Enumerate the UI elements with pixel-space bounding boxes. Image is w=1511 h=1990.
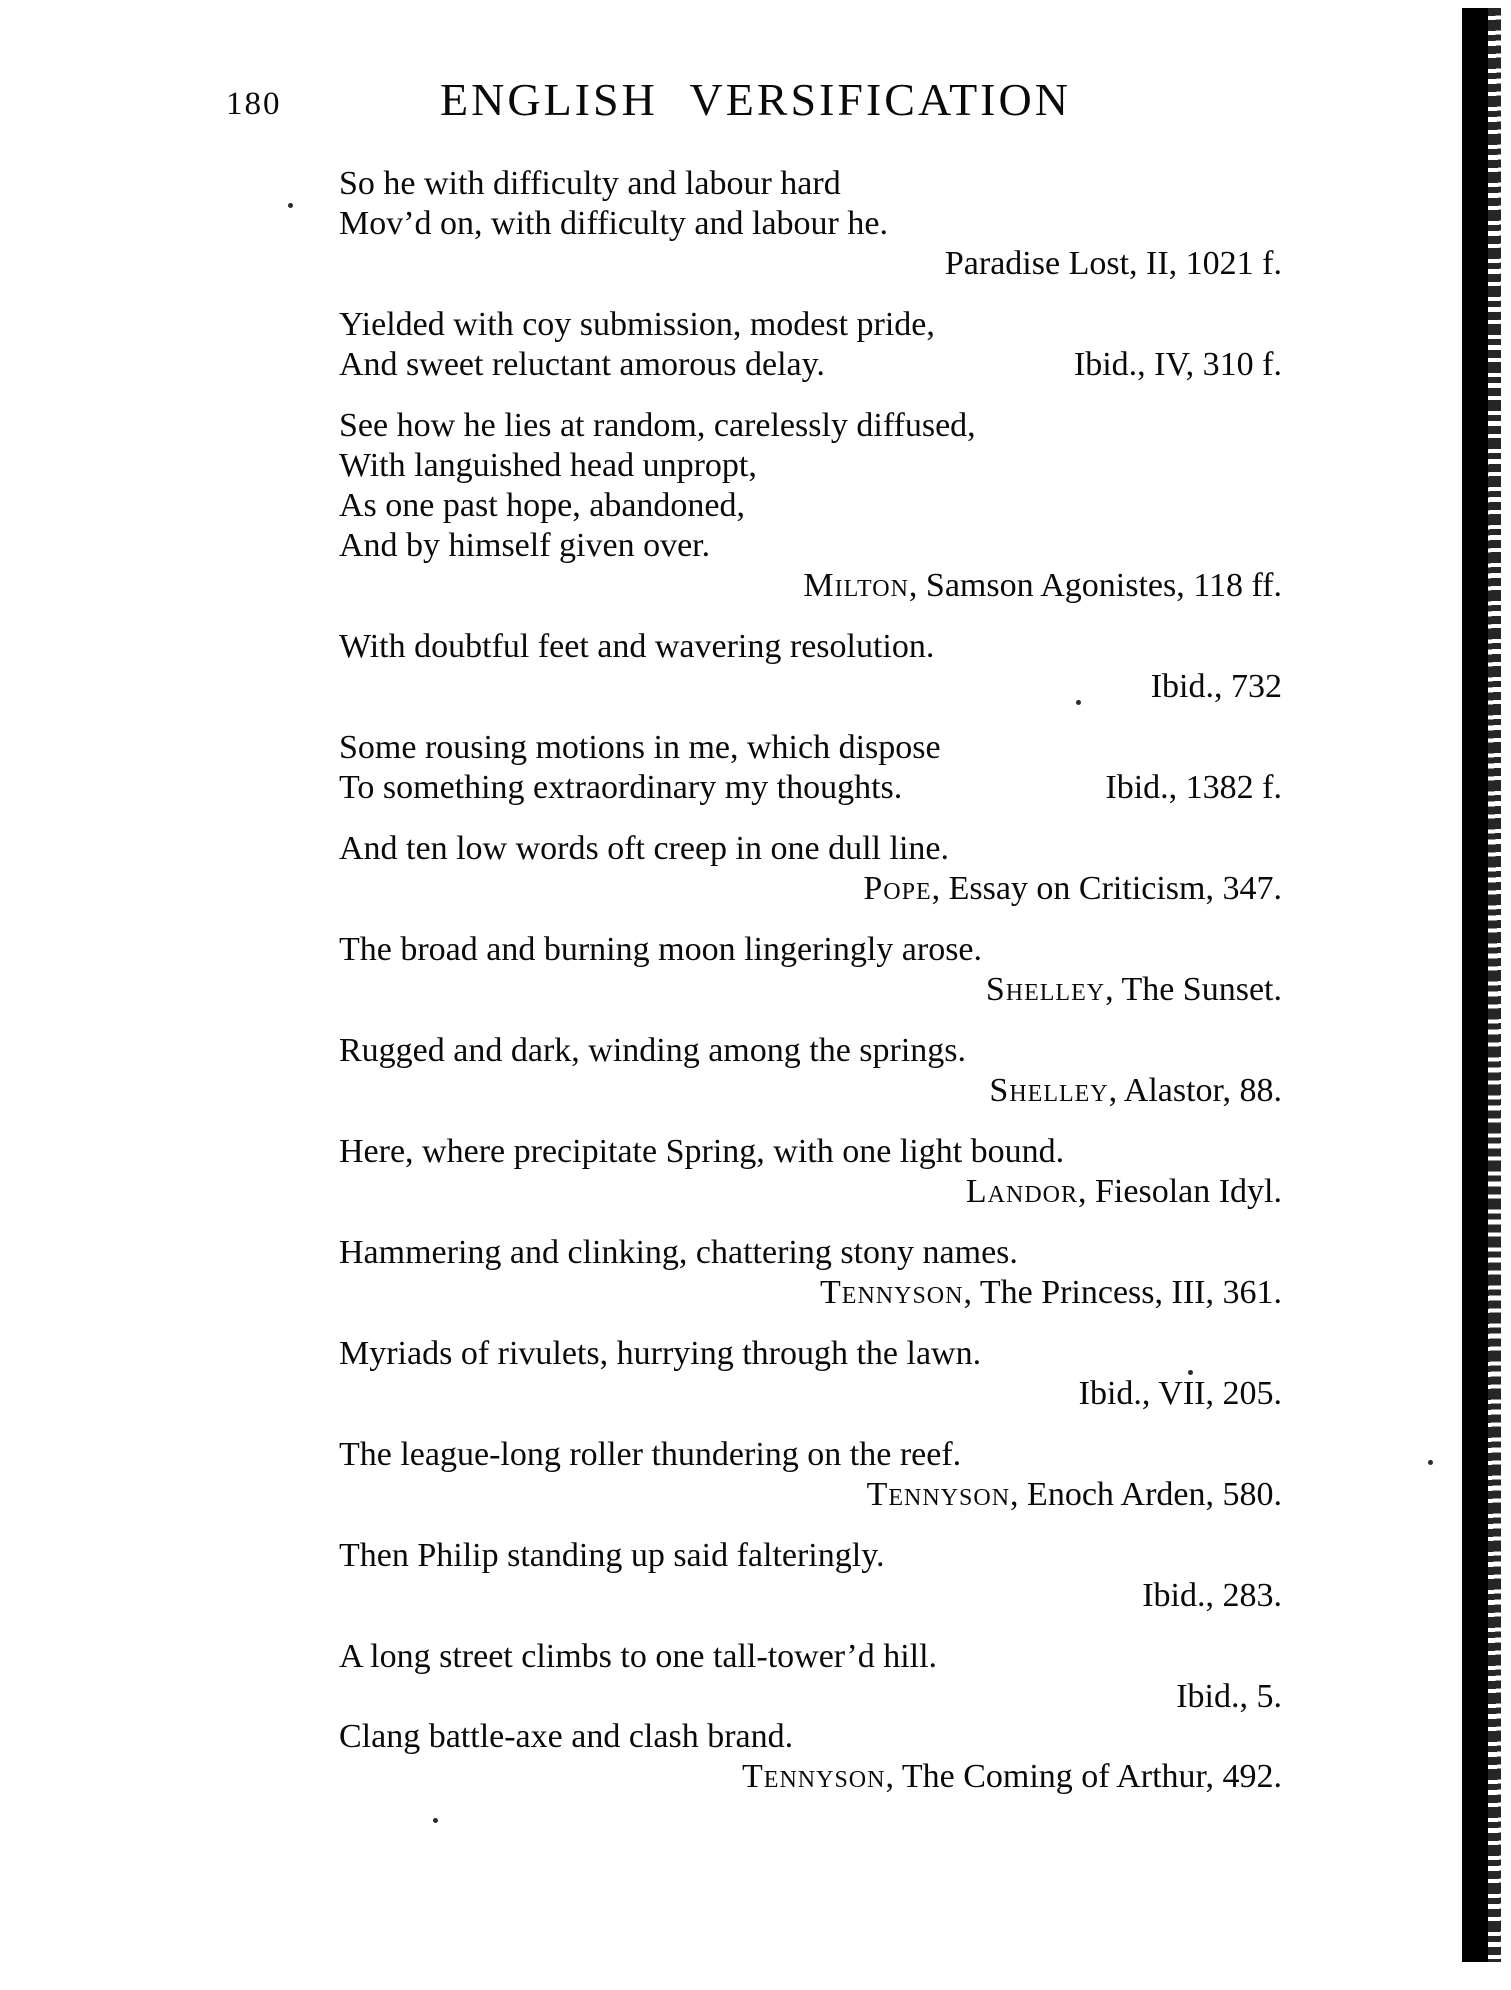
citation	[1142, 1577, 1282, 1614]
scan-speck	[1076, 700, 1081, 705]
running-head-title: ENGLISH VERSIFICATION	[440, 74, 1071, 125]
quotation-list	[339, 164, 1282, 1818]
citation-line	[339, 970, 1282, 1010]
quote-line: Then Philip standing up said falteringly.	[339, 1537, 885, 1574]
citation-author: Milton	[803, 567, 909, 604]
quote-text: And sweet reluctant amorous delay.	[339, 346, 825, 383]
quote-line: Mov’d on, with difficulty and labour he.	[339, 205, 888, 242]
quote-line: A long street climbs to one tall-tower’d hill.	[339, 1638, 938, 1675]
citation-text: , Alastor, 88.	[1108, 1072, 1282, 1109]
quote-line	[339, 345, 1282, 385]
citation	[803, 567, 1282, 604]
citation-text: Ibid., VII, 205.	[1078, 1375, 1282, 1412]
quotation-entry	[339, 1637, 1282, 1717]
scan-speck	[288, 203, 293, 208]
citation-text: Paradise Lost, II, 1021 f.	[944, 245, 1282, 282]
quote-text: To something extraordinary my thoughts.	[339, 769, 903, 806]
citation	[1105, 768, 1282, 808]
quotation-entry	[339, 829, 1282, 909]
citation-author: Tennyson	[742, 1758, 886, 1795]
citation-author: Pope	[863, 870, 932, 907]
scan-gutter-ragged-edge	[1488, 8, 1501, 1962]
citation	[1176, 1678, 1282, 1715]
citation	[1074, 345, 1282, 385]
citation-text: , Samson Agonistes, 118 ff.	[908, 567, 1282, 604]
citation-author: Tennyson	[866, 1476, 1011, 1513]
citation-text: , The Princess, III, 361.	[963, 1274, 1282, 1311]
quote-line: With languished head unpropt,	[339, 447, 757, 484]
citation-author: Shelley	[989, 1072, 1109, 1109]
citation-text: Ibid., 732	[1150, 668, 1282, 705]
quotation-entry	[339, 1717, 1282, 1797]
citation-text: Ibid., IV, 310 f.	[1073, 346, 1282, 383]
citation-author: Tennyson	[820, 1274, 964, 1311]
citation-text: Ibid., 5.	[1176, 1678, 1282, 1715]
citation-text: Ibid., 1382 f.	[1105, 769, 1282, 806]
citation-line	[339, 1677, 1282, 1717]
quotation-entry	[339, 1132, 1282, 1212]
citation	[867, 1476, 1282, 1513]
citation-line	[339, 1475, 1282, 1515]
quote-line: With doubtful feet and wavering resolution.	[339, 628, 935, 665]
citation-line	[339, 1374, 1282, 1414]
citation	[1151, 668, 1282, 705]
citation-text: , The Coming of Arthur, 492.	[885, 1758, 1282, 1795]
quote-line: The league-long roller thundering on the reef.	[339, 1436, 962, 1473]
quote-line: Here, where precipitate Spring, with one light bound.	[339, 1133, 1065, 1170]
quote-line: And ten low words oft creep in one dull line.	[339, 830, 949, 867]
quotation-entry	[339, 930, 1282, 1010]
citation-line	[339, 1757, 1282, 1797]
scan-speck	[433, 1818, 438, 1823]
citation	[966, 1173, 1282, 1210]
citation	[820, 1274, 1282, 1311]
citation	[945, 245, 1282, 282]
quotation-entry	[339, 728, 1282, 808]
citation-text: , Fiesolan Idyl.	[1078, 1173, 1282, 1210]
quote-line: Yielded with coy submission, modest pride,	[339, 306, 935, 343]
quote-line: Clang battle-axe and clash brand.	[339, 1718, 794, 1755]
quotation-entry	[339, 1031, 1282, 1111]
quotation-entry	[339, 1334, 1282, 1414]
citation-line	[339, 869, 1282, 909]
citation-text: , Enoch Arden, 580.	[1010, 1476, 1282, 1513]
citation-text: , The Sunset.	[1105, 971, 1282, 1008]
quotation-entry	[339, 305, 1282, 385]
citation-line	[339, 1172, 1282, 1212]
scan-speck	[1188, 1370, 1193, 1375]
quote-line: The broad and burning moon lingeringly arose.	[339, 931, 983, 968]
quote-line	[339, 768, 1282, 808]
citation-text: , Essay on Criticism, 347.	[931, 870, 1282, 907]
quote-line: As one past hope, abandoned,	[339, 487, 746, 524]
citation-line	[339, 244, 1282, 284]
quote-line: And by himself given over.	[339, 527, 711, 564]
quote-line: See how he lies at random, carelessly diffused,	[339, 407, 976, 444]
quotation-entry	[339, 1435, 1282, 1515]
quotation-entry	[339, 164, 1282, 284]
citation-author: Shelley	[985, 971, 1106, 1008]
quote-line: Hammering and clinking, chattering stony names.	[339, 1234, 1018, 1271]
citation-text: Ibid., 283.	[1142, 1577, 1282, 1614]
quotation-entry	[339, 1233, 1282, 1313]
citation	[863, 870, 1282, 907]
citation	[986, 971, 1282, 1008]
quote-line: So he with difficulty and labour hard	[339, 165, 841, 202]
quotation-entry	[339, 627, 1282, 707]
citation-line	[339, 1273, 1282, 1313]
quotation-entry	[339, 1536, 1282, 1616]
quote-line: Some rousing motions in me, which dispose	[339, 729, 941, 766]
citation	[1079, 1375, 1282, 1412]
citation-author: Landor	[965, 1173, 1079, 1210]
quotation-entry	[339, 406, 1282, 606]
scan-speck	[1428, 1460, 1433, 1465]
quote-line: Myriads of rivulets, hurrying through the lawn.	[339, 1335, 982, 1372]
scan-gutter-band	[1462, 8, 1488, 1962]
page-number: 180	[226, 86, 282, 122]
citation-line	[339, 1071, 1282, 1111]
citation-line	[339, 667, 1282, 707]
citation	[742, 1758, 1282, 1795]
quote-line: Rugged and dark, winding among the springs.	[339, 1032, 967, 1069]
citation-line	[339, 566, 1282, 606]
citation-line	[339, 1576, 1282, 1616]
citation	[989, 1072, 1282, 1109]
